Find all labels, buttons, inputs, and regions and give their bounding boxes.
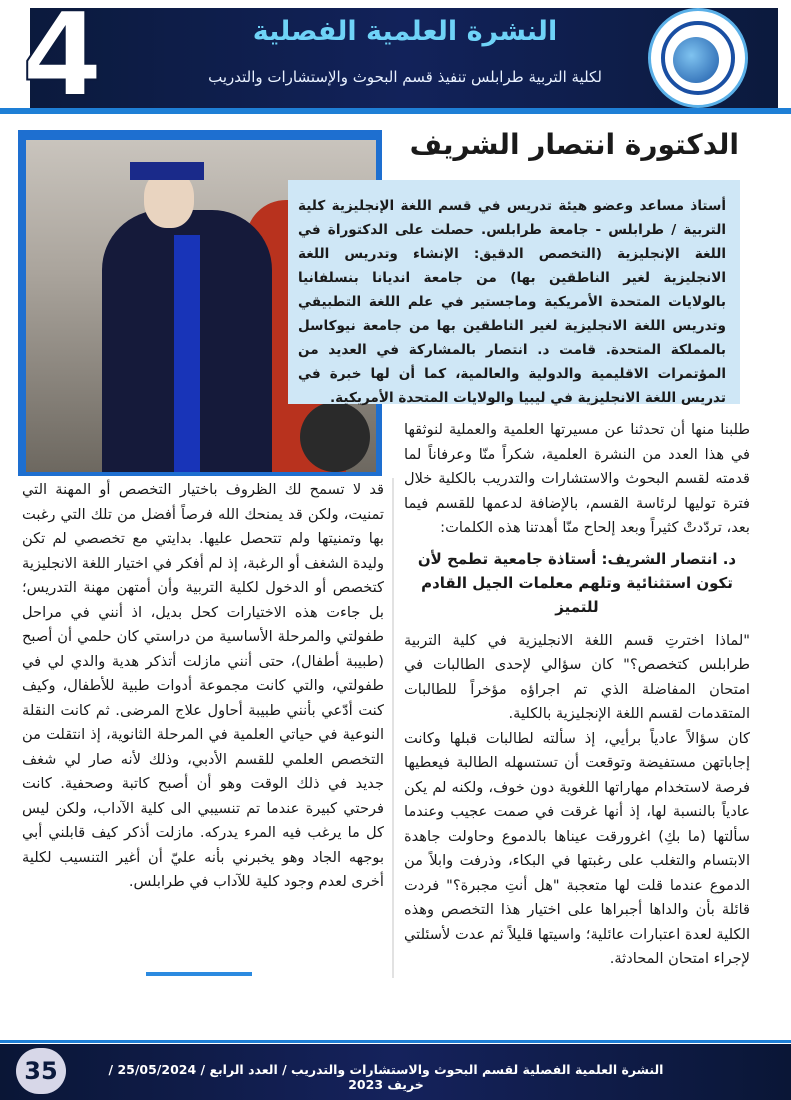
robe-stripe bbox=[174, 235, 200, 472]
footer-accent-line bbox=[0, 1040, 791, 1043]
university-seal bbox=[300, 402, 370, 472]
issue-number: 4 bbox=[22, 0, 103, 123]
paragraph-2: كان سؤالاً عادياً برأيي، إذ سألته لطالبات قبلها وكانت إجاباتهن مستفيضة وتوقعت أن تستسهله الطالبة فيعطيها فرصة لاستخدام مهاراتها اللغوية دون خوف، ولكنه لم يكن عادياً بالنسبة لها، إذ أنها غرقت في صمت عجيب وعندما سألتها (ما بكِ) اغرورقت عيناها بالدموع وحاولت جاهدة الابتسام والتغلب على رغبتها في البكاء، وذرفت وابلاً من الدموع عندما قلت لها متعجبة "هل أنتِ مجبرة؟" فردت قائلة بأن والداها أجبراها على اختيار هذا التخصص وهذه الكلية لعدة اعتبارات عائلية؛ واسيتها قليلاً ثم عدت لأسئلتي لإجراء امتحان المحادثة. bbox=[404, 729, 750, 967]
paragraph-1: "لماذا اخترتِ قسم اللغة الانجليزية في كلية التربية طرابلس كتخصص؟" كان سؤالي لإحدى الطالبات في امتحان المفاضلة الذي تم اجراؤه مؤخراً للطالبات المتقدمات لقسم اللغة الإنجليزية بالكلية. bbox=[404, 631, 750, 722]
page-number: 35 bbox=[16, 1048, 66, 1094]
article-title: الدكتورة انتصار الشريف bbox=[409, 128, 739, 161]
bio-box: أستاذ مساعد وعضو هيئة تدريس في قسم اللغة الإنجليزية كلية التربية / طرابلس - جامعة طرابلس. حصلت على الدكتوراة في اللغة الإنجليزية (التخصص الدقيق: الإنشاء وتدريس اللغة الانجليزية لغير الناطقين بها) من جامعة انديانا بنسلفانيا بالولايات المتحدة الأمريكية وماجستير في علم اللغة التطبيقي وتدريس اللغة الانجليزية لغير الناطقين بها من جامعة نيوكاسل بالمملكة المتحدة. قامت د. انتصار بالمشاركة في العديد من المؤتمرات الاقليمية والدولية والعالمية، كما أن لها خبرة في تدريس اللغة الانجليزية في ليبيا والولايات المتحدة الأمريكية. bbox=[288, 180, 740, 404]
globe-icon bbox=[673, 37, 719, 83]
paragraph-3: قد لا تسمح لك الظروف باختيار التخصص أو المهنة التي تمنيت، ولكن قد يمنحك الله فرصاً أفضل من تلك التي رغبت بها وتمنيتها ولم تتحصل عليها. بدايتي مع تخصصي لم تكن وليدة الشغف أو الرغبة، إذ لم أفكر في اختيار اللغة الانجليزية كتخصص أو الدخول لكلية التربية وأن أمتهن مهنة التدريس؛ بل جاءت هذه الاختيارات كحل بديل، اذ أنني في مراحل طفولتي والمرحلة الأساسية من دراستي كان حلمي أن أصبح (طبيبة أطفال)، حتى أنني مازلت أتذكر هدية والدي لي في طفولتي، والتي كانت مجموعة أدوات طبية للأطفال، وكيف كنت أدّعي بأنني طبيبة أحاول علاج المرضى. ثم كانت النقلة النوعية في حياتي العلمية في المرحلة الثانوية، إذ انتقلت من التخصص العلمي للقسم الأدبي، وذلك لأنه صار لي شغف جديد في ذلك الوقت وهو أن أصبح كاتبة وصحفية. كانت فرحتي كبيرة عندما تم تنسيبي الى كلية الآداب، ولكن ليس كل ما يرغب فيه المرء يدركه. مازلت أذكر كيف قابلني أبي بوجهه الجاد وهو يخبرني بأنه عليّ أن أغير التنسيب لكلية أخرى لعدم وجود كلية للآداب في طرابلس. bbox=[22, 481, 384, 890]
intro-paragraph: طلبنا منها أن تحدثنا عن مسيرتها العلمية والعملية لنوثقها في هذا العدد من النشرة العلمية، شكراً منّا وعرفاناً لما قدمته لقسم البحوث والاستشارات والتدريب بالكلية خلال فترة توليها لرئاسة القسم، بالإضافة لدعمها للقسم فيما بعد، تردّدتْ كثيراً وبعد إلحاح منّا أهدتنا هذه الكلمات: bbox=[404, 421, 750, 536]
graduate-cap bbox=[130, 162, 204, 180]
page-header bbox=[0, 0, 791, 123]
footer-text: النشرة العلمية الفصلية لقسم البحوث والاستشارات والتدريب / العدد الرابع / 25/05/2024 / خريف 2023 bbox=[108, 1062, 664, 1092]
article-subheading: د. انتصار الشريف: أستاذة جامعية تطمح لأن تكون استثنائية وتلهم معلمات الجيل القادم للتميز bbox=[417, 549, 737, 616]
header-accent-line bbox=[0, 108, 791, 114]
newsletter-subtitle: لكلية التربية طرابلس تنفيذ قسم البحوث والإستشارات والتدريب bbox=[208, 68, 602, 86]
column-end-rule bbox=[146, 972, 252, 976]
college-logo bbox=[648, 8, 748, 108]
column-divider bbox=[392, 478, 394, 978]
newsletter-title: النشرة العلمية الفصلية bbox=[252, 16, 558, 47]
right-column bbox=[404, 418, 750, 972]
left-column bbox=[22, 478, 384, 895]
